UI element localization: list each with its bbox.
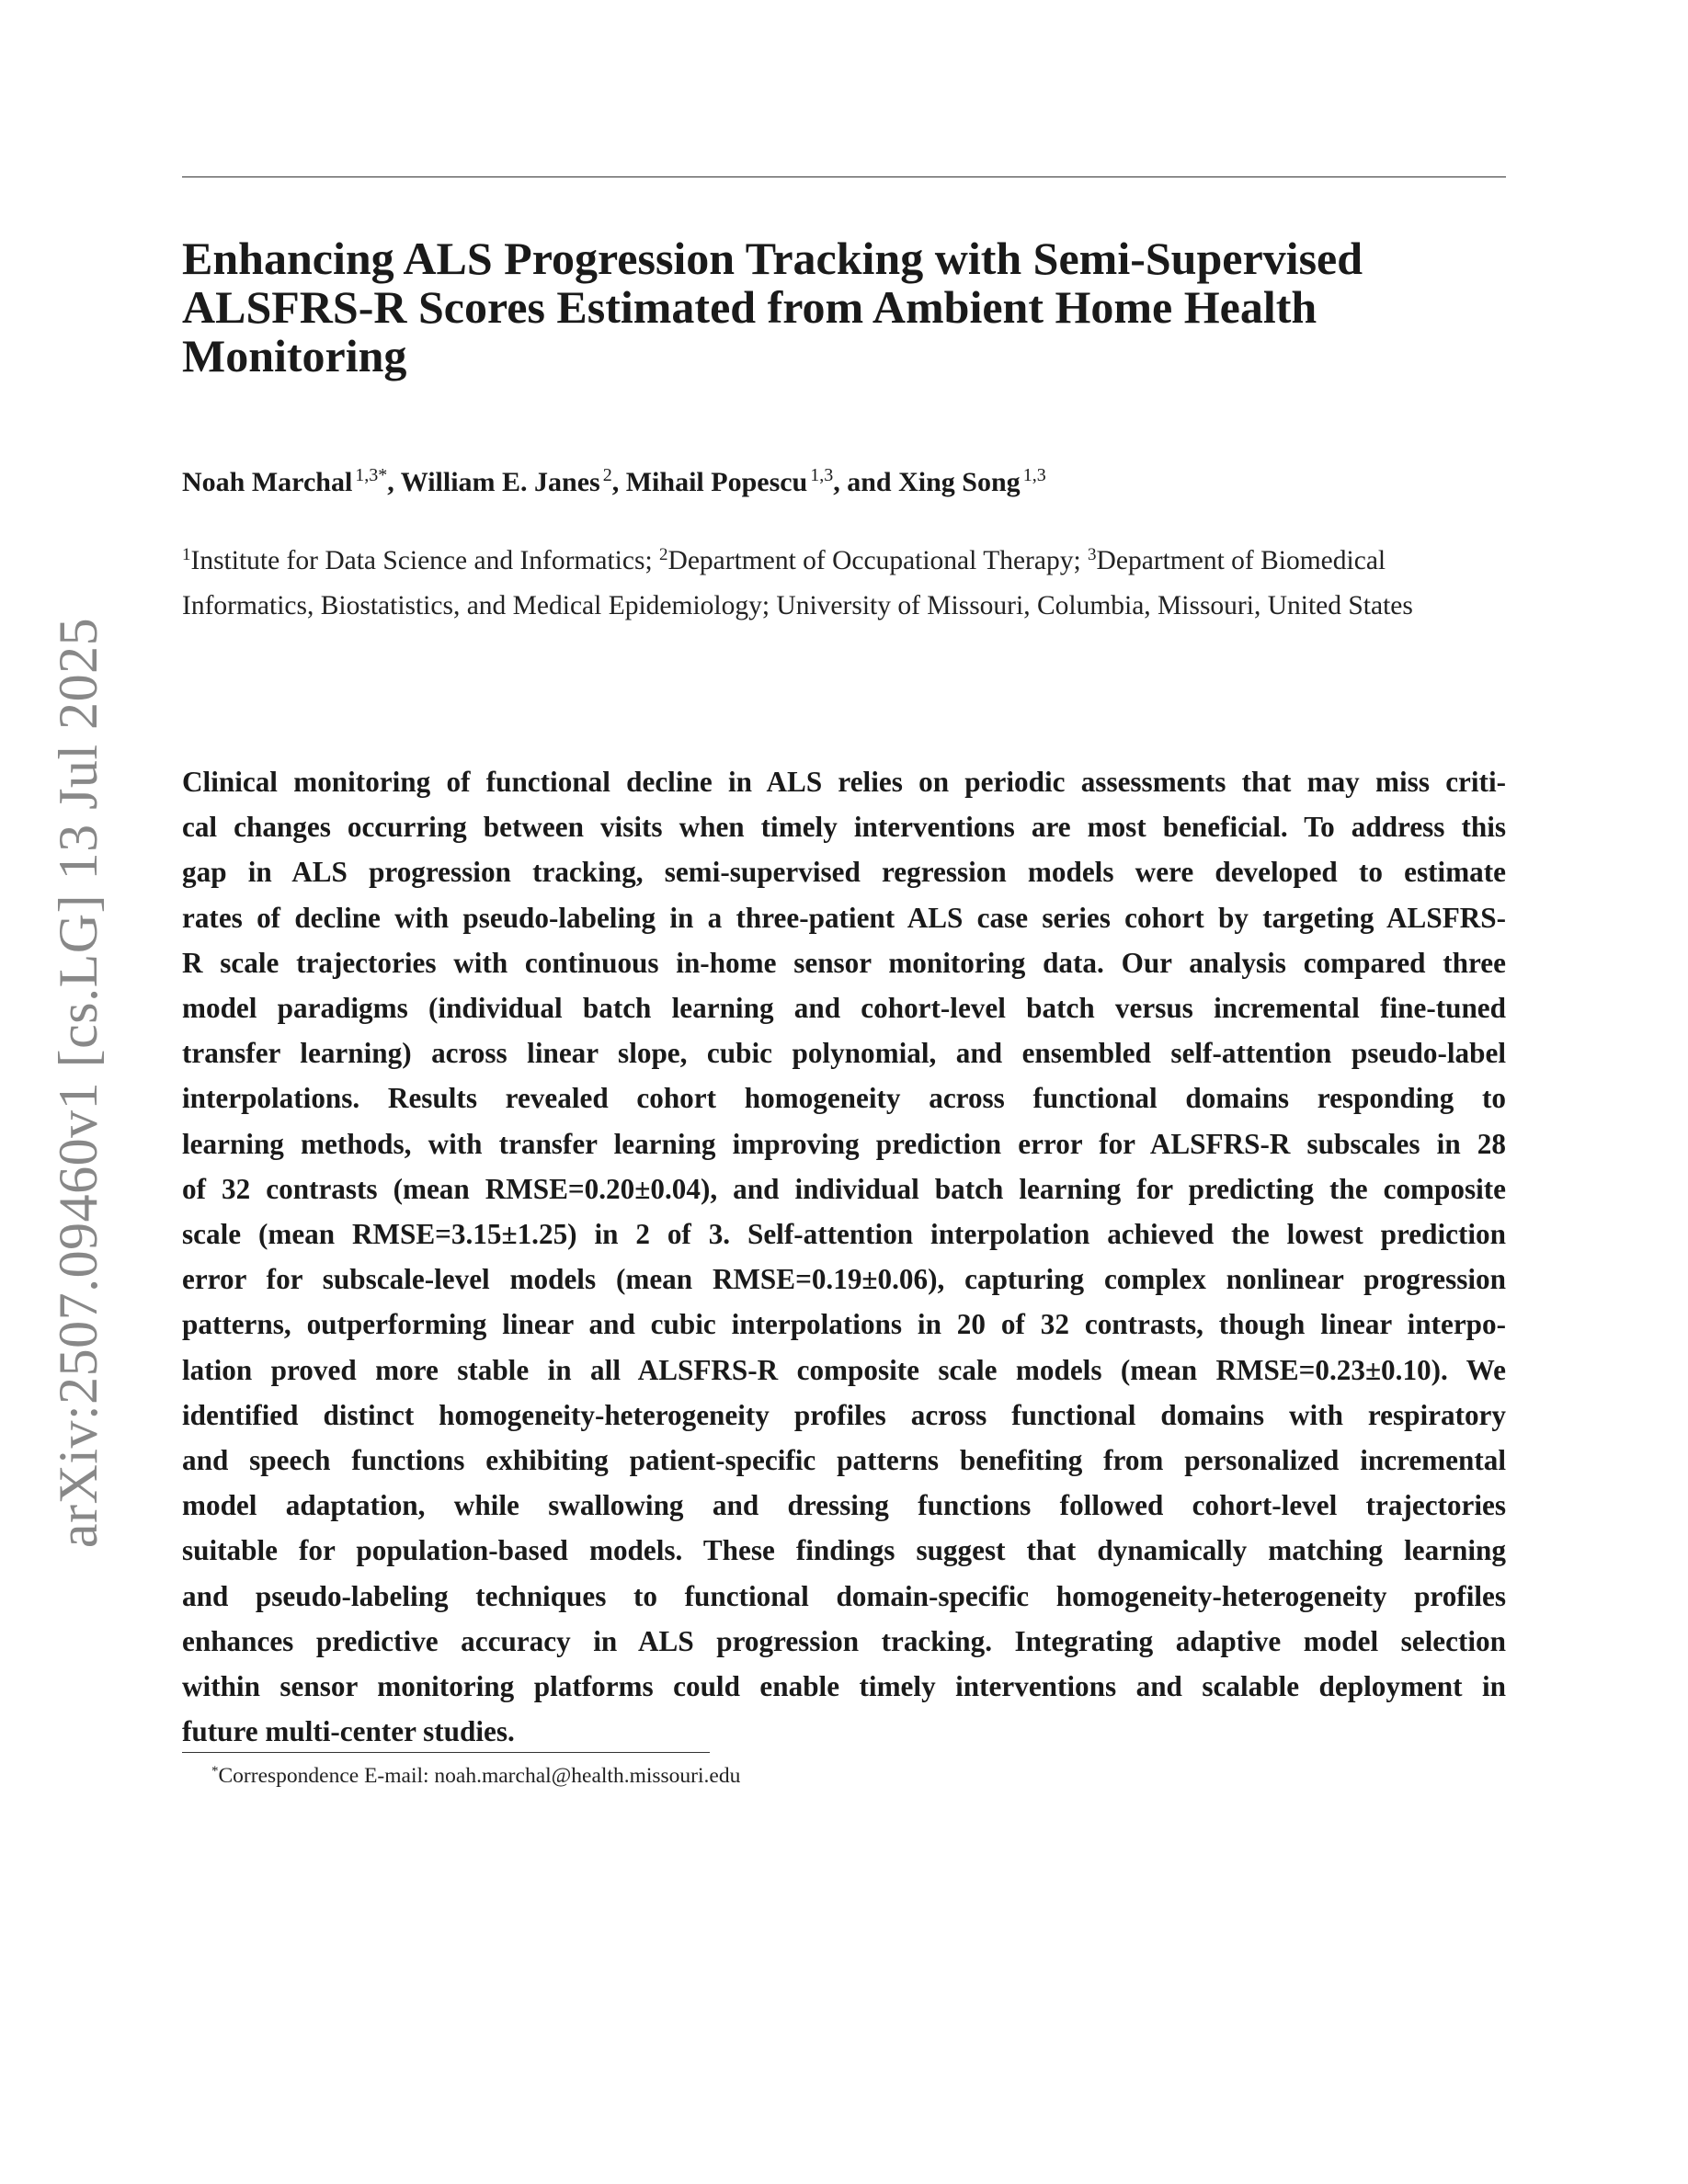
affiliation-text: Department of Occupational Therapy; <box>667 546 1089 575</box>
author-name: Noah Marchal <box>182 467 353 497</box>
author-list <box>182 464 1506 501</box>
author-affiliation-mark: 2 <box>602 465 612 485</box>
affiliation-mark: 3 <box>1088 545 1097 564</box>
abstract-line: interpolations. Results revealed cohort homogeneity across functional domains responding to <box>182 1082 1506 1115</box>
abstract-line: transfer learning) across linear slope, cubic polynomial, and ensembled self-attention pseudo-label <box>182 1037 1506 1070</box>
abstract-line: of 32 contrasts (mean RMSE=0.20±0.04), and individual batch learning for predicting the composite <box>182 1172 1506 1205</box>
arxiv-identifier-stamp: arXiv:2507.09460v1 [cs.LG] 13 Jul 2025 <box>48 617 108 1549</box>
abstract-line: cal changes occurring between visits when timely interventions are most beneficial. To address this <box>182 811 1506 844</box>
author-name: Xing Song <box>898 467 1021 497</box>
affiliation-mark: 1 <box>182 545 191 564</box>
abstract-line: future multi-center studies. <box>182 1715 515 1748</box>
abstract-line: model adaptation, while swallowing and dressing functions followed cohort-level trajectories <box>182 1489 1506 1522</box>
footnote-mark: * <box>211 1764 219 1779</box>
author-separator: , and <box>833 467 899 497</box>
abstract-line: and pseudo-labeling techniques to functional domain-specific homogeneity-heterogeneity profiles <box>182 1579 1506 1612</box>
abstract-line: rates of decline with pseudo-labeling in a three-patient ALS case series cohort by targeting ALSFRS- <box>182 901 1506 934</box>
abstract-line: model paradigms (individual batch learning and cohort-level batch versus incremental fine-tuned <box>182 992 1506 1025</box>
author-name: William E. Janes <box>400 467 600 497</box>
abstract-line: scale (mean RMSE=3.15±1.25) in 2 of 3. Self-attention interpolation achieved the lowest prediction <box>182 1218 1506 1251</box>
author-affiliation-mark: 1,3 <box>810 465 834 485</box>
affiliations <box>182 539 1515 629</box>
paper-title: Enhancing ALS Progression Tracking with Semi-Supervised ALSFRS-R Scores Estimated from Ambient Home Health Monitoring <box>182 233 1363 381</box>
author-separator: , <box>387 467 401 497</box>
author-name: Mihail Popescu <box>625 467 808 497</box>
abstract-line: Clinical monitoring of functional decline in ALS relies on periodic assessments that may miss criti- <box>182 766 1506 798</box>
affiliation-text: Department of Biomedical Informatics, Biostatistics, and Medical Epidemiology; University of Missouri, Columbia, Missouri, United States <box>182 546 1413 620</box>
footnote-text: Correspondence E-mail: noah.marchal@health.missouri.edu <box>218 1764 741 1788</box>
abstract-line: enhances predictive accuracy in ALS progression tracking. Integrating adaptive model selection <box>182 1624 1506 1657</box>
abstract-line: identified distinct homogeneity-heterogeneity profiles across functional domains with respiratory <box>182 1398 1506 1431</box>
abstract-line: and speech functions exhibiting patient-specific patterns benefiting from personalized incremental <box>182 1444 1506 1477</box>
abstract-line: error for subscale-level models (mean RMSE=0.19±0.06), capturing complex nonlinear progression <box>182 1263 1506 1296</box>
abstract <box>182 759 1506 1754</box>
abstract-line: suitable for population-based models. These findings suggest that dynamically matching learning <box>182 1534 1506 1567</box>
abstract-line: within sensor monitoring platforms could enable timely interventions and scalable deployment in <box>182 1670 1506 1703</box>
author-separator: , <box>611 467 626 497</box>
affiliation-mark: 2 <box>659 545 668 564</box>
abstract-line: gap in ALS progression tracking, semi-supervised regression models were developed to estimate <box>182 856 1506 889</box>
abstract-line: lation proved more stable in all ALSFRS-R composite scale models (mean RMSE=0.23±0.10). We <box>182 1353 1506 1386</box>
affiliation-text: Institute for Data Science and Informatics; <box>190 546 660 575</box>
footnote-rule <box>182 1752 710 1753</box>
abstract-line: learning methods, with transfer learning improving prediction error for ALSFRS-R subscales in 28 <box>182 1127 1506 1160</box>
abstract-line: patterns, outperforming linear and cubic interpolations in 20 of 32 contrasts, though linear interpo- <box>182 1308 1506 1341</box>
author-affiliation-mark: 1,3 <box>1022 465 1046 485</box>
abstract-line: R scale trajectories with continuous in-home sensor monitoring data. Our analysis compared three <box>182 946 1506 979</box>
header-rule <box>182 176 1506 177</box>
correspondence-footnote <box>211 1761 1407 1791</box>
author-affiliation-mark: 1,3* <box>355 465 388 485</box>
